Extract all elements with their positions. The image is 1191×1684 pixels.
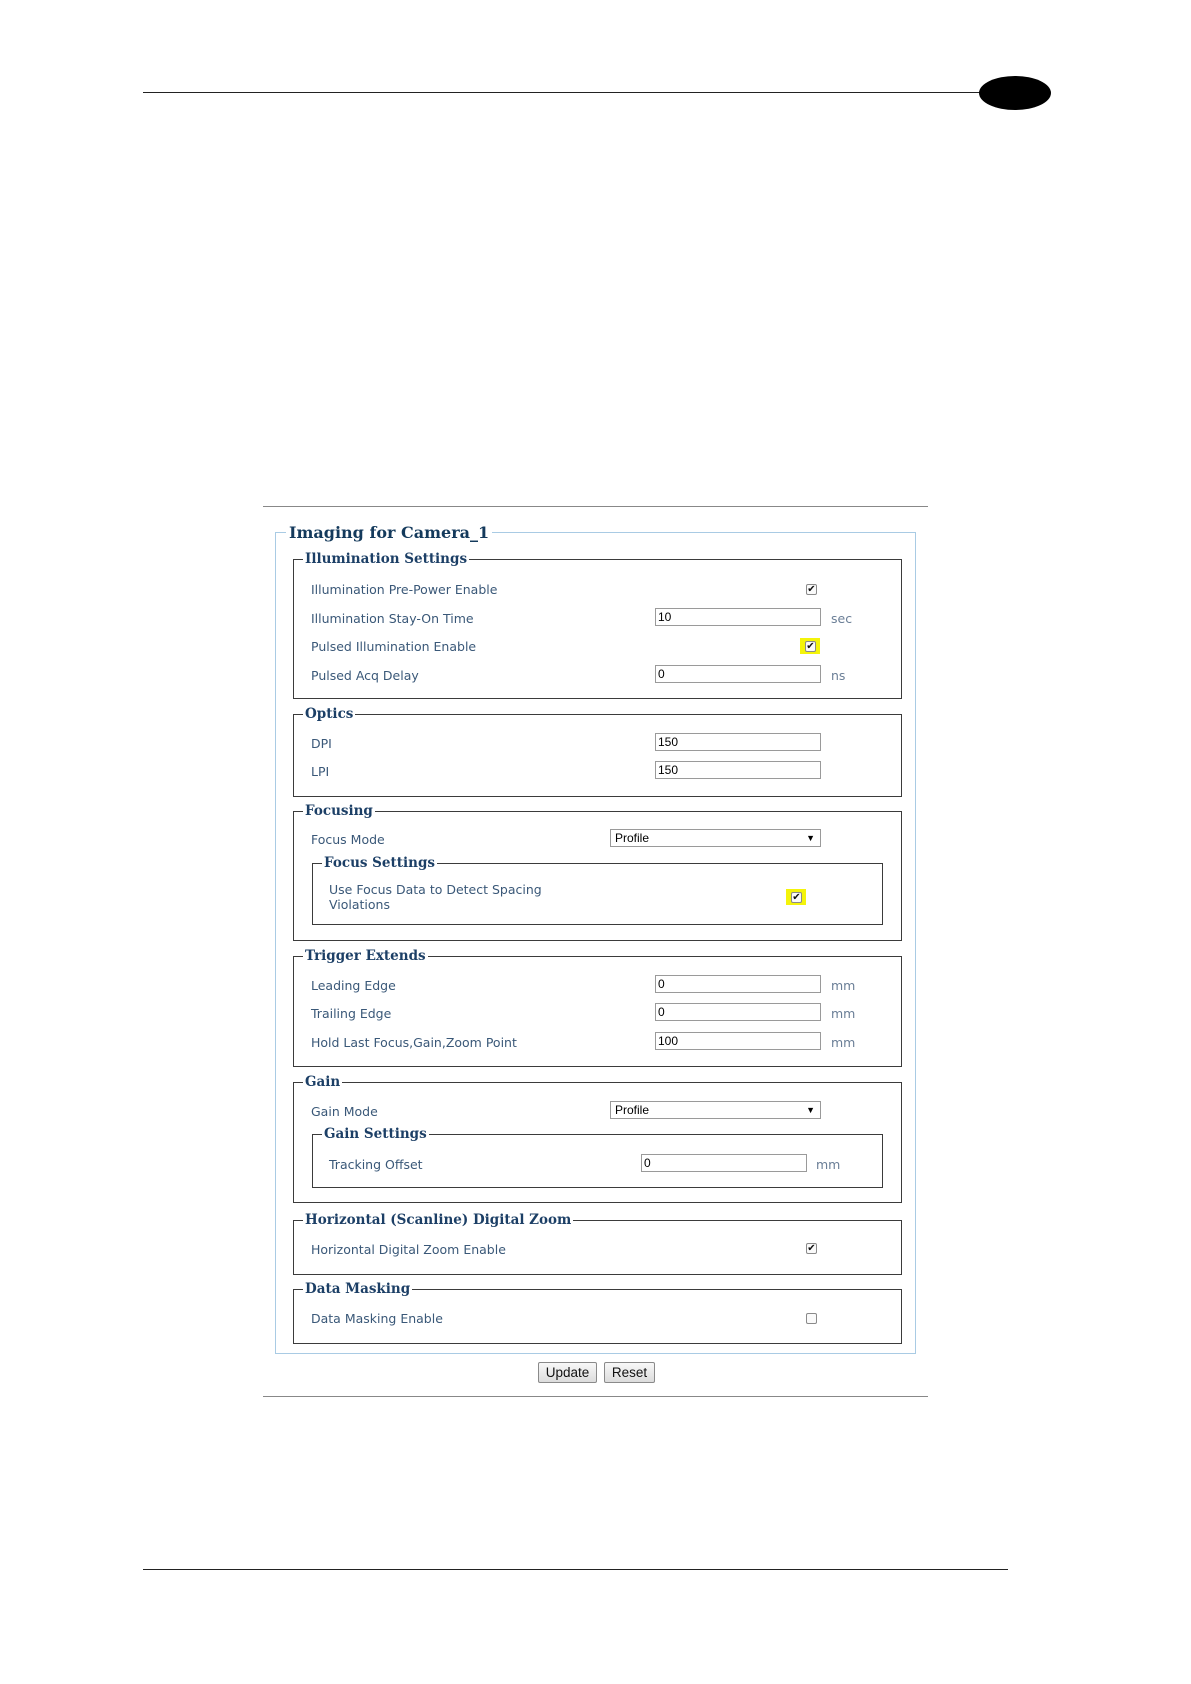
spacing-violations-label-line1: Use Focus Data to Detect Spacing — [329, 882, 542, 897]
leading-edge-unit: mm — [831, 978, 856, 993]
lpi-input[interactable]: 150 — [655, 761, 821, 779]
panel-title: Imaging for Camera_1 — [286, 523, 492, 542]
stay-on-unit: sec — [831, 611, 853, 626]
focusing-legend: Focusing — [305, 803, 373, 819]
dpi-label: DPI — [311, 736, 332, 751]
page-number-oval — [979, 76, 1051, 110]
checkmark-icon: ✔ — [792, 892, 801, 903]
pulsed-illumination-label: Pulsed Illumination Enable — [311, 639, 477, 654]
checkmark-icon: ✔ — [807, 584, 816, 595]
leading-edge-input[interactable]: 0 — [655, 975, 821, 993]
digital-zoom-enable-label: Horizontal Digital Zoom Enable — [311, 1242, 506, 1257]
focus-settings-legend: Focus Settings — [324, 855, 435, 871]
dpi-input[interactable]: 150 — [655, 733, 821, 751]
stay-on-input[interactable]: 10 — [655, 608, 821, 626]
gain-settings-legend: Gain Settings — [324, 1126, 427, 1142]
trailing-edge-unit: mm — [831, 1006, 856, 1021]
focus-mode-value: Profile — [615, 831, 650, 845]
footer-rule — [143, 1569, 1008, 1570]
spacing-violations-label-line2: Violations — [329, 897, 390, 912]
header-rule — [143, 92, 983, 93]
tracking-offset-unit: mm — [816, 1157, 841, 1172]
gain-mode-value: Profile — [615, 1103, 650, 1117]
screenshot-top-rule — [263, 506, 928, 507]
leading-edge-label: Leading Edge — [311, 978, 396, 993]
acq-delay-input[interactable]: 0 — [655, 665, 821, 683]
focus-mode-label: Focus Mode — [311, 832, 385, 847]
gain-legend: Gain — [305, 1074, 341, 1090]
digital-zoom-legend: Horizontal (Scanline) Digital Zoom — [305, 1212, 572, 1228]
pre-power-label: Illumination Pre-Power Enable — [311, 582, 498, 597]
hold-point-label: Hold Last Focus,Gain,Zoom Point — [311, 1035, 517, 1050]
pre-power-checkbox[interactable] — [806, 584, 817, 595]
illumination-settings-legend: Illumination Settings — [305, 551, 468, 567]
checkmark-icon: ✔ — [806, 641, 815, 652]
acq-delay-unit: ns — [831, 668, 846, 683]
trailing-edge-input[interactable]: 0 — [655, 1003, 821, 1021]
data-masking-enable-checkbox[interactable] — [806, 1313, 817, 1324]
dropdown-arrow-icon: ▼ — [806, 1105, 815, 1115]
digital-zoom-enable-checkbox[interactable] — [806, 1243, 817, 1254]
hold-point-input[interactable]: 100 — [655, 1032, 821, 1050]
data-masking-enable-label: Data Masking Enable — [311, 1311, 443, 1326]
screenshot-bottom-rule — [263, 1396, 928, 1397]
optics-group — [293, 714, 902, 797]
focus-mode-select[interactable] — [610, 829, 821, 847]
trigger-extends-legend: Trigger Extends — [305, 948, 426, 964]
reset-button[interactable]: Reset — [604, 1362, 655, 1383]
trailing-edge-label: Trailing Edge — [311, 1006, 392, 1021]
update-button[interactable]: Update — [538, 1362, 597, 1383]
gain-mode-select[interactable] — [610, 1101, 821, 1119]
acq-delay-label: Pulsed Acq Delay — [311, 668, 419, 683]
tracking-offset-label: Tracking Offset — [329, 1157, 423, 1172]
gain-mode-label: Gain Mode — [311, 1104, 378, 1119]
checkmark-icon: ✔ — [807, 1243, 816, 1254]
tracking-offset-input[interactable]: 0 — [641, 1154, 807, 1172]
lpi-label: LPI — [311, 764, 330, 779]
data-masking-legend: Data Masking — [305, 1281, 411, 1297]
dropdown-arrow-icon: ▼ — [806, 833, 815, 843]
optics-legend: Optics — [305, 706, 354, 722]
spacing-violations-label — [329, 882, 542, 912]
pulsed-illumination-checkbox[interactable] — [805, 641, 816, 652]
spacing-violations-checkbox[interactable] — [791, 892, 802, 903]
stay-on-label: Illumination Stay-On Time — [311, 611, 474, 626]
hold-point-unit: mm — [831, 1035, 856, 1050]
